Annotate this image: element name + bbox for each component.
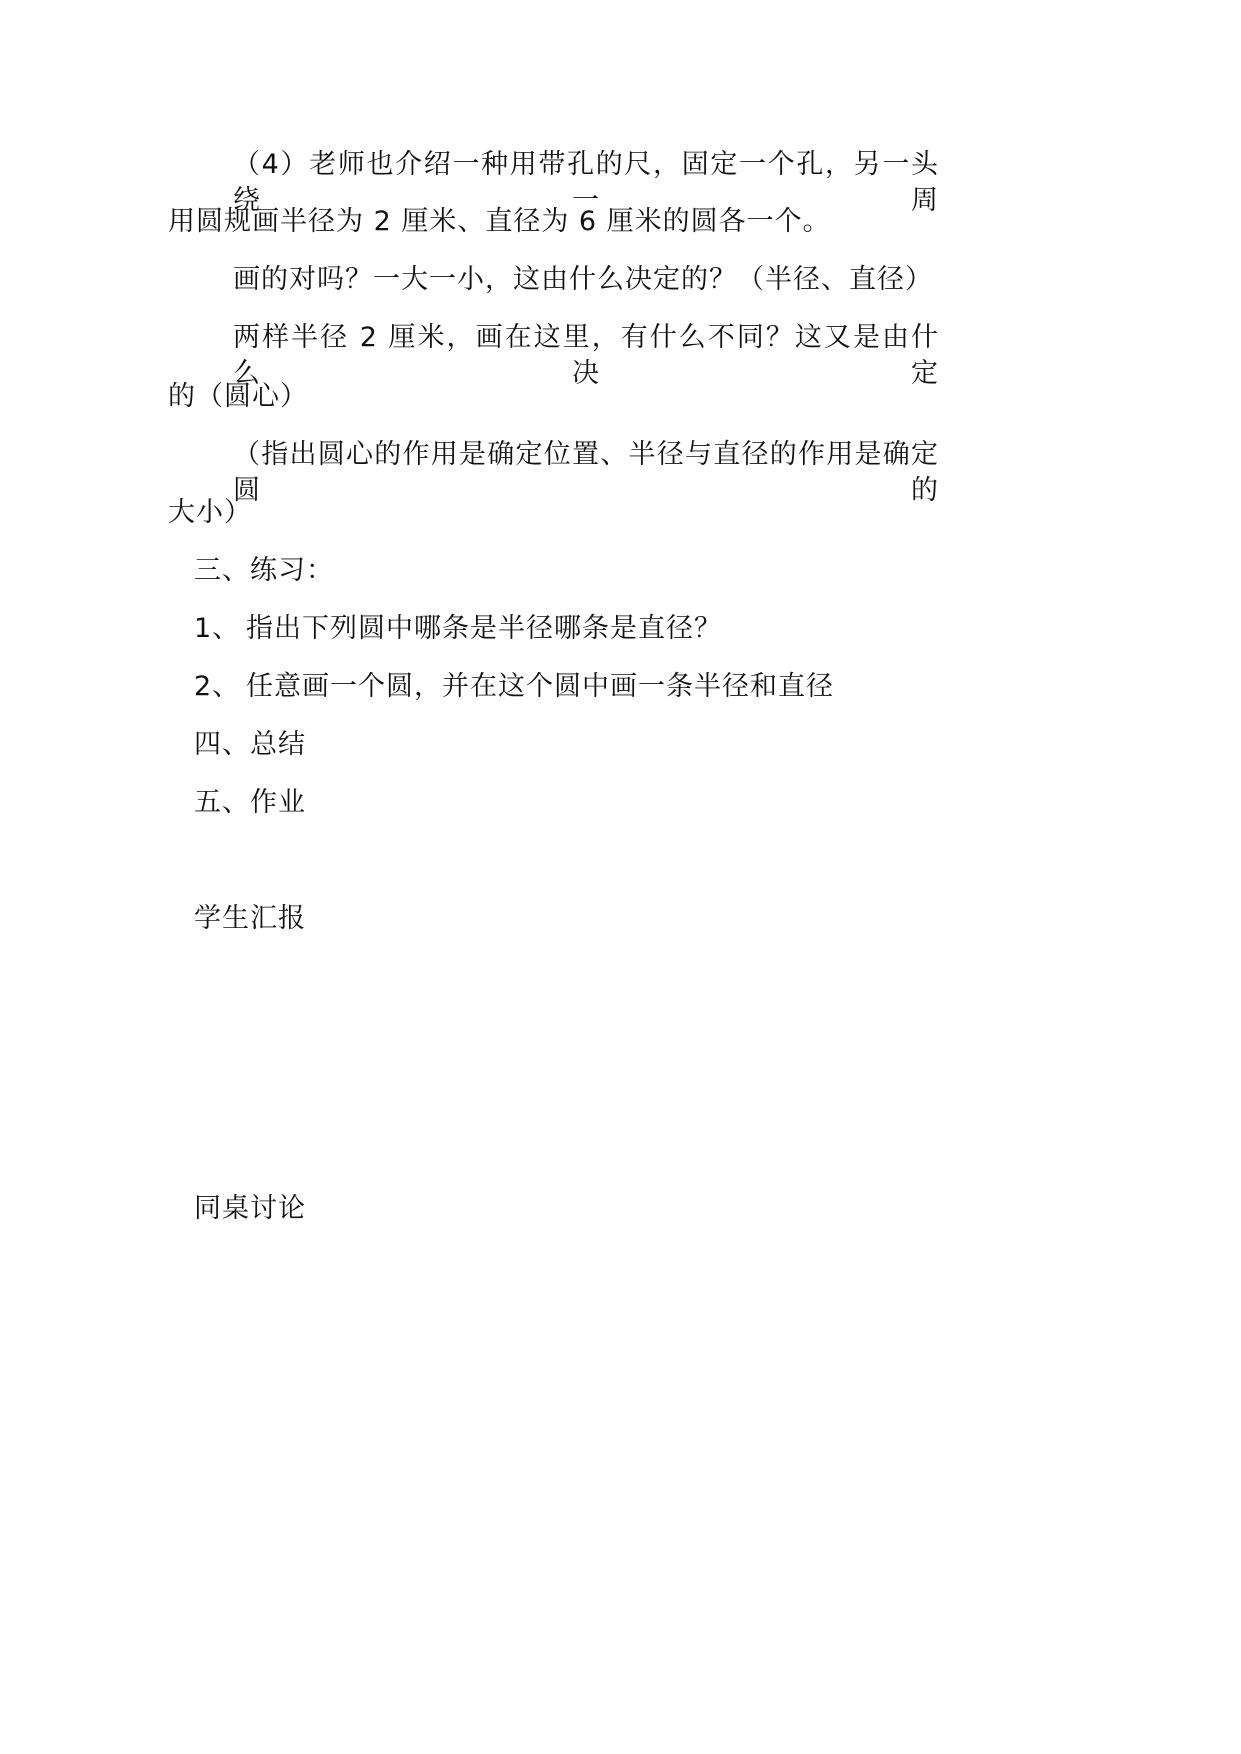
summary-note-line-1: （指出圆心的作用是确定位置、半径与直径的作用是确定圆的 — [233, 439, 939, 506]
section-practice-heading: 三、练习： — [194, 555, 334, 586]
practice-item-1-number: 1、 — [194, 613, 241, 644]
section-homework-heading: 五、作业 — [194, 787, 306, 818]
paragraph-4-line-2: 用圆规画半径为 2 厘米、直径为 6 厘米的圆各一个。 — [168, 206, 831, 237]
summary-note-line-2: 大小） — [168, 497, 252, 528]
section-summary-heading: 四、总结 — [194, 729, 306, 760]
question-position-line-1: 两样半径 2 厘米，画在这里，有什么不同？这又是由什么决定 — [233, 322, 939, 389]
paragraph-4-line-1: （4）老师也介绍一种用带孔的尺，固定一个孔，另一头绕一周 — [233, 149, 939, 216]
practice-item-2-number: 2、 — [194, 671, 241, 702]
practice-item-1-text: 指出下列圆中哪条是半径哪条是直径？ — [246, 613, 722, 644]
question-size: 画的对吗？一大一小，这由什么决定的？（半径、直径） — [233, 264, 933, 295]
side-note-student-report: 学生汇报 — [194, 903, 306, 934]
question-position-line-2: 的（圆心） — [168, 381, 308, 412]
practice-item-2-text: 任意画一个圆，并在这个圆中画一条半径和直径 — [246, 671, 834, 702]
side-note-desk-discussion: 同桌讨论 — [194, 1193, 306, 1224]
